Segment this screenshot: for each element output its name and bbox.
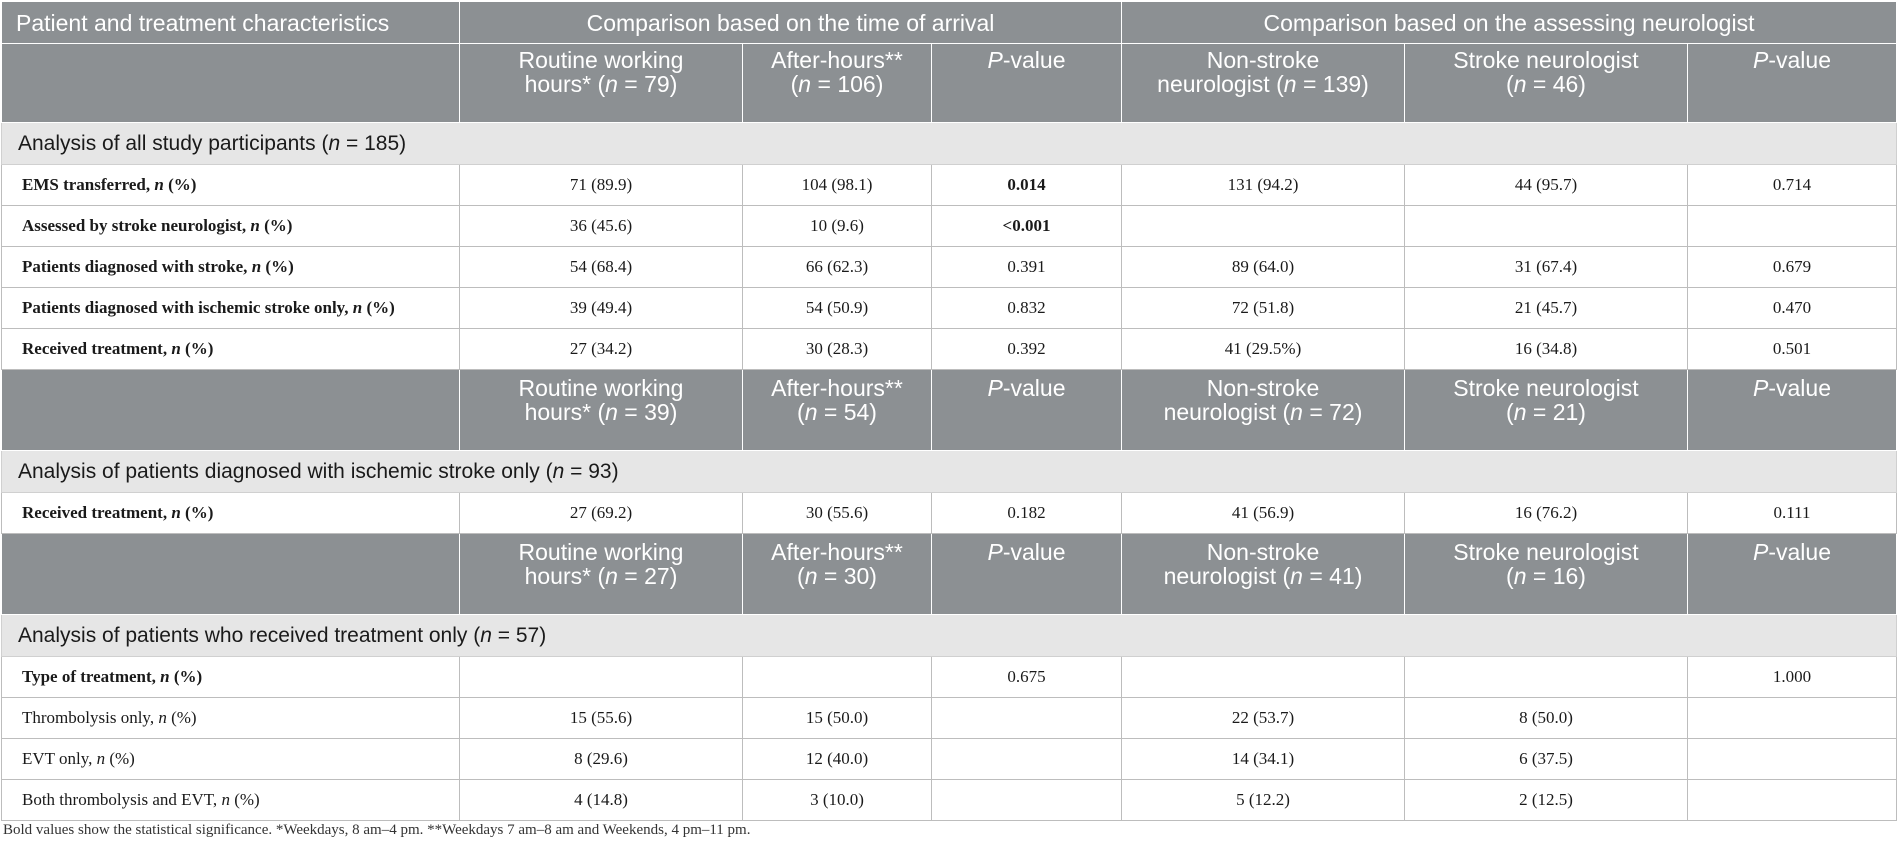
p-value-cell: 0.714 — [1688, 165, 1897, 206]
p-symbol: P — [987, 375, 1003, 401]
n-symbol: n — [160, 667, 170, 686]
header-p-value-neurologist — [1688, 534, 1897, 615]
percent-suffix: (%) — [261, 257, 294, 276]
section-title-text: Analysis of patients who received treatment only — [18, 623, 468, 647]
percent-suffix: (%) — [362, 298, 395, 317]
p-value-cell: 0.182 — [932, 493, 1122, 534]
table-cell: 39 (49.4) — [460, 288, 743, 329]
n-symbol: n — [1290, 563, 1303, 589]
table-cell — [743, 657, 932, 698]
n-symbol: n — [1290, 399, 1303, 425]
section-title-row — [2, 615, 1897, 657]
p-value-cell — [932, 698, 1122, 739]
n-symbol: n — [328, 131, 341, 155]
section-title-text: Analysis of patients diagnosed with ischemic stroke only — [18, 459, 540, 483]
header-label-text: -value — [1768, 375, 1831, 401]
n-symbol: n — [221, 790, 230, 809]
header-label-text: hours* — [524, 71, 592, 97]
header-label-text: neurologist — [1157, 71, 1270, 97]
section-n-value: 185 — [364, 131, 400, 155]
p-value-cell: 0.675 — [932, 657, 1122, 698]
p-value-cell: 0.832 — [932, 288, 1122, 329]
n-symbol: n — [1283, 71, 1297, 97]
table-cell: 71 (89.9) — [460, 165, 743, 206]
n-symbol: n — [251, 257, 262, 276]
table-cell: 4 (14.8) — [460, 780, 743, 821]
header-label-text: Routine working — [518, 375, 684, 401]
n-symbol: n — [171, 503, 181, 522]
header-n-value: 30 — [843, 563, 870, 589]
header-n-value: 139 — [1322, 71, 1362, 97]
header-n-value: 79 — [644, 71, 670, 97]
section-title: Analysis of all study participants (n = 185) — [2, 123, 1897, 165]
table-cell: 15 (55.6) — [460, 698, 743, 739]
header-p-value-arrival — [932, 370, 1122, 451]
header-stroke-neurologist: Stroke neurologist (n = 46) — [1405, 44, 1688, 123]
header-label-text: hours* — [524, 563, 592, 589]
header-label-text: neurologist — [1163, 399, 1277, 425]
header-label-text: -value — [1002, 47, 1066, 73]
table-cell — [1122, 206, 1405, 247]
header-label-text: Stroke neurologist — [1453, 375, 1639, 401]
p-value-cell: 0.470 — [1688, 288, 1897, 329]
table-row — [2, 698, 1897, 739]
p-symbol: P — [1753, 47, 1769, 73]
table-cell: 15 (50.0) — [743, 698, 932, 739]
row-label — [2, 698, 460, 739]
table-row — [2, 493, 1897, 534]
percent-suffix: (%) — [105, 749, 135, 768]
header-p-value-neurologist — [1688, 44, 1897, 123]
p-value-cell — [1688, 698, 1897, 739]
header-label-text: After-hours** — [771, 375, 903, 401]
header-n-value: 41 — [1329, 563, 1355, 589]
table-row — [2, 329, 1897, 370]
p-symbol: P — [987, 47, 1003, 73]
row-label — [2, 288, 460, 329]
n-symbol: n — [798, 71, 812, 97]
table-cell: 14 (34.1) — [1122, 739, 1405, 780]
header-group-arrival: Comparison based on the time of arrival — [460, 2, 1122, 44]
table-row — [2, 206, 1897, 247]
p-value-cell: 0.111 — [1688, 493, 1897, 534]
header-n-value: 46 — [1552, 71, 1579, 97]
table-row — [2, 657, 1897, 698]
percent-suffix: (%) — [180, 339, 214, 358]
table-cell — [1122, 657, 1405, 698]
table-cell: 54 (50.9) — [743, 288, 932, 329]
header-p-value-arrival — [932, 44, 1122, 123]
row-label — [2, 780, 460, 821]
header-empty — [2, 370, 460, 451]
table-cell: 22 (53.7) — [1122, 698, 1405, 739]
n-symbol: n — [1513, 71, 1527, 97]
percent-suffix: (%) — [163, 175, 197, 194]
row-label — [2, 206, 460, 247]
header-stroke-neurologist: Stroke neurologist (n = 16) — [1405, 534, 1688, 615]
n-symbol: n — [804, 563, 818, 589]
header-p-value-arrival — [932, 534, 1122, 615]
header-n-value: 27 — [644, 563, 670, 589]
table-cell: 6 (37.5) — [1405, 739, 1688, 780]
row-label — [2, 493, 460, 534]
p-symbol: P — [987, 539, 1003, 565]
table-cell: 16 (34.8) — [1405, 329, 1688, 370]
header-after-hours: After-hours** (n = 30) — [743, 534, 932, 615]
table-row — [2, 739, 1897, 780]
percent-suffix: (%) — [180, 503, 214, 522]
header-after-hours: After-hours** (n = 106) — [743, 44, 932, 123]
n-symbol: n — [605, 71, 618, 97]
row-label-text: Thrombolysis only, — [22, 708, 159, 727]
table-cell: 8 (50.0) — [1405, 698, 1688, 739]
header-n-value: 72 — [1329, 399, 1355, 425]
header-non-stroke-neurologist: Non-stroke neurologist (n = 72) — [1122, 370, 1405, 451]
p-value-cell: <0.001 — [932, 206, 1122, 247]
section-title: Analysis of patients who received treatment only (n = 57) — [2, 615, 1897, 657]
row-label-text: Received treatment, — [22, 503, 172, 522]
percent-suffix: (%) — [229, 790, 260, 809]
row-label — [2, 247, 460, 288]
header-label-text: Stroke neurologist — [1453, 47, 1639, 73]
subheader-row — [2, 370, 1897, 451]
table-cell: 3 (10.0) — [743, 780, 932, 821]
percent-suffix: (%) — [169, 667, 203, 686]
table-cell: 72 (51.8) — [1122, 288, 1405, 329]
table-cell: 8 (29.6) — [460, 739, 743, 780]
table-cell: 89 (64.0) — [1122, 247, 1405, 288]
p-value-cell — [932, 739, 1122, 780]
header-n-value: 39 — [644, 399, 670, 425]
table-cell: 30 (28.3) — [743, 329, 932, 370]
header-label-text: neurologist — [1163, 563, 1277, 589]
n-symbol: n — [352, 298, 363, 317]
p-value-cell — [1688, 780, 1897, 821]
p-value-cell — [932, 780, 1122, 821]
row-label-text: EMS transferred, — [22, 175, 155, 194]
percent-suffix: (%) — [166, 708, 197, 727]
section-title-row — [2, 123, 1897, 165]
row-label-text: EVT only, — [22, 749, 97, 768]
header-empty — [2, 534, 460, 615]
header-label-text: -value — [1768, 47, 1831, 73]
header-p-value-neurologist — [1688, 370, 1897, 451]
section-title-text: Analysis of all study participants — [18, 131, 316, 155]
table-cell: 41 (56.9) — [1122, 493, 1405, 534]
header-characteristics: Patient and treatment characteristics — [2, 2, 460, 44]
n-symbol: n — [804, 399, 818, 425]
header-label-text: After-hours** — [771, 47, 903, 73]
subheader-row — [2, 534, 1897, 615]
header-label-text: -value — [1002, 375, 1066, 401]
row-label — [2, 657, 460, 698]
table-cell — [460, 657, 743, 698]
n-symbol: n — [96, 749, 106, 768]
table-cell — [1405, 206, 1688, 247]
header-label-text: Routine working — [518, 47, 684, 73]
p-value-cell: 0.014 — [932, 165, 1122, 206]
table-cell: 44 (95.7) — [1405, 165, 1688, 206]
header-row-columns — [2, 44, 1897, 123]
p-value-cell — [1688, 206, 1897, 247]
p-value-cell: 1.000 — [1688, 657, 1897, 698]
row-label-text: Patients diagnosed with ischemic stroke only, — [22, 298, 353, 317]
n-symbol: n — [1513, 399, 1527, 425]
table-cell: 30 (55.6) — [743, 493, 932, 534]
row-label-text: Patients diagnosed with stroke, — [22, 257, 252, 276]
table-cell: 12 (40.0) — [743, 739, 932, 780]
table-row — [2, 288, 1897, 329]
table-row — [2, 165, 1897, 206]
header-label-text: Non-stroke — [1206, 47, 1320, 73]
row-label-text: Type of treatment, — [22, 667, 161, 686]
header-label-text: hours* — [524, 399, 592, 425]
results-table — [1, 1, 1897, 821]
header-routine-hours: Routine working hours* (n = 27) — [460, 534, 743, 615]
n-symbol: n — [605, 399, 618, 425]
n-symbol: n — [1513, 563, 1527, 589]
header-stroke-neurologist: Stroke neurologist (n = 21) — [1405, 370, 1688, 451]
table-cell: 2 (12.5) — [1405, 780, 1688, 821]
header-label-text: Non-stroke — [1206, 375, 1320, 401]
header-empty — [2, 44, 460, 123]
header-label-text: Non-stroke — [1206, 539, 1320, 565]
n-symbol: n — [552, 459, 565, 483]
table-cell: 27 (69.2) — [460, 493, 743, 534]
table-cell: 10 (9.6) — [743, 206, 932, 247]
section-n-value: 93 — [588, 459, 612, 483]
n-symbol: n — [171, 339, 181, 358]
header-n-value: 16 — [1552, 563, 1579, 589]
n-symbol: n — [480, 623, 492, 647]
row-label-text: Assessed by stroke neurologist, — [22, 216, 251, 235]
table-row — [2, 247, 1897, 288]
p-value-cell: 0.679 — [1688, 247, 1897, 288]
header-label-text: -value — [1002, 539, 1066, 565]
table-cell — [1405, 657, 1688, 698]
table-cell: 31 (67.4) — [1405, 247, 1688, 288]
section-title-row — [2, 451, 1897, 493]
header-n-value: 106 — [837, 71, 876, 97]
header-routine-hours: Routine working hours* (n = 79) — [460, 44, 743, 123]
n-symbol: n — [605, 563, 618, 589]
table-cell: 36 (45.6) — [460, 206, 743, 247]
row-label — [2, 165, 460, 206]
table-cell: 131 (94.2) — [1122, 165, 1405, 206]
table-cell: 66 (62.3) — [743, 247, 932, 288]
row-label-text: Received treatment, — [22, 339, 172, 358]
table-cell: 54 (68.4) — [460, 247, 743, 288]
header-group-neurologist: Comparison based on the assessing neurologist — [1122, 2, 1897, 44]
percent-suffix: (%) — [259, 216, 293, 235]
row-label-text: Both thrombolysis and EVT, — [22, 790, 222, 809]
table-cell: 5 (12.2) — [1122, 780, 1405, 821]
header-non-stroke-neurologist: Non-stroke neurologist (n = 139) — [1122, 44, 1405, 123]
row-label — [2, 329, 460, 370]
p-value-cell: 0.391 — [932, 247, 1122, 288]
table-cell: 41 (29.5%) — [1122, 329, 1405, 370]
header-routine-hours: Routine working hours* (n = 39) — [460, 370, 743, 451]
n-symbol: n — [250, 216, 260, 235]
p-value-cell: 0.501 — [1688, 329, 1897, 370]
table-cell: 27 (34.2) — [460, 329, 743, 370]
header-label-text: After-hours** — [771, 539, 903, 565]
p-value-cell: 0.392 — [932, 329, 1122, 370]
header-non-stroke-neurologist: Non-stroke neurologist (n = 41) — [1122, 534, 1405, 615]
header-row-groups — [2, 2, 1897, 44]
header-after-hours: After-hours** (n = 54) — [743, 370, 932, 451]
table-row — [2, 780, 1897, 821]
p-symbol: P — [1753, 539, 1769, 565]
header-n-value: 21 — [1552, 399, 1579, 425]
section-n-value: 57 — [515, 623, 540, 647]
table-cell: 21 (45.7) — [1405, 288, 1688, 329]
header-label-text: -value — [1768, 539, 1831, 565]
n-symbol: n — [158, 708, 167, 727]
table-footnote: Bold values show the statistical significance. *Weekdays, 8 am–4 pm. **Weekdays 7 am–8 am and Weekends, 4 pm–11 pm. — [3, 822, 751, 838]
table-cell: 104 (98.1) — [743, 165, 932, 206]
table-cell: 16 (76.2) — [1405, 493, 1688, 534]
header-n-value: 54 — [843, 399, 870, 425]
header-label-text: Routine working — [518, 539, 684, 565]
header-label-text: Stroke neurologist — [1453, 539, 1639, 565]
row-label — [2, 739, 460, 780]
p-value-cell — [1688, 739, 1897, 780]
p-symbol: P — [1753, 375, 1769, 401]
n-symbol: n — [154, 175, 164, 194]
section-title: Analysis of patients diagnosed with ischemic stroke only (n = 93) — [2, 451, 1897, 493]
